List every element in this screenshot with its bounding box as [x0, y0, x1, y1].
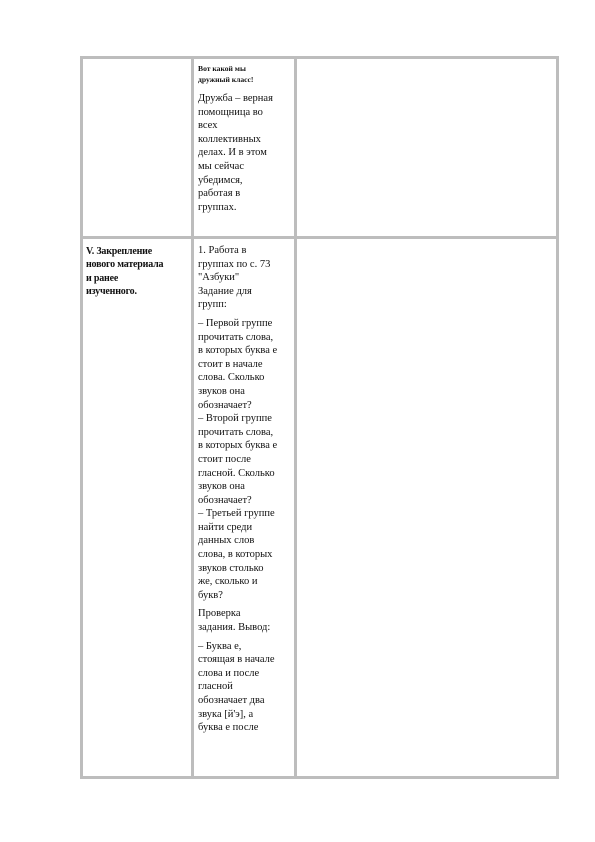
table-top-border [80, 56, 559, 59]
friendship-paragraph: Дружба – верная помощница во всех коллективных делах. И в этом мы сейчас убедимся, работая в группах. [198, 93, 273, 213]
row2-stage-cell [86, 245, 190, 299]
row1-content-cell [198, 64, 292, 214]
stage-heading: V. Закрепление нового материала и ранее изученного. [86, 246, 164, 298]
task-check-heading: Проверка задания. Вывод: [198, 608, 271, 634]
table-column-divider-2 [294, 56, 297, 779]
row1-stage-cell [86, 62, 189, 232]
table-column-divider-1 [191, 56, 194, 779]
class-motto-text: Вот какой мы дружный класс! [198, 64, 254, 84]
table-row-divider [80, 236, 559, 239]
table-bottom-border [80, 776, 559, 779]
row1-notes-cell [300, 62, 552, 232]
conclusion-text: – Буква е, стоящая в начале слова и после гласной обозначает два звука [й'э], а буква е после [198, 640, 275, 734]
group-work-intro: 1. Работа в группах по с. 73 "Азбуки" Задание для групп: [198, 245, 271, 311]
table-right-border [556, 56, 559, 779]
row2-content-cell [198, 244, 293, 740]
table-left-border [80, 56, 83, 779]
row2-notes-cell [300, 244, 552, 772]
group-tasks-list: – Первой группе прочитать слова, в которых буква е стоит в начале слова. Сколько звуков она обозначает? – Второй группе прочитать слова, в которых буква е стоит после гласной. Сколько звуков она обозначает? – Третьей группе найти среди данных слов слова, в которых звуков столько же, сколько и букв? [198, 317, 278, 601]
